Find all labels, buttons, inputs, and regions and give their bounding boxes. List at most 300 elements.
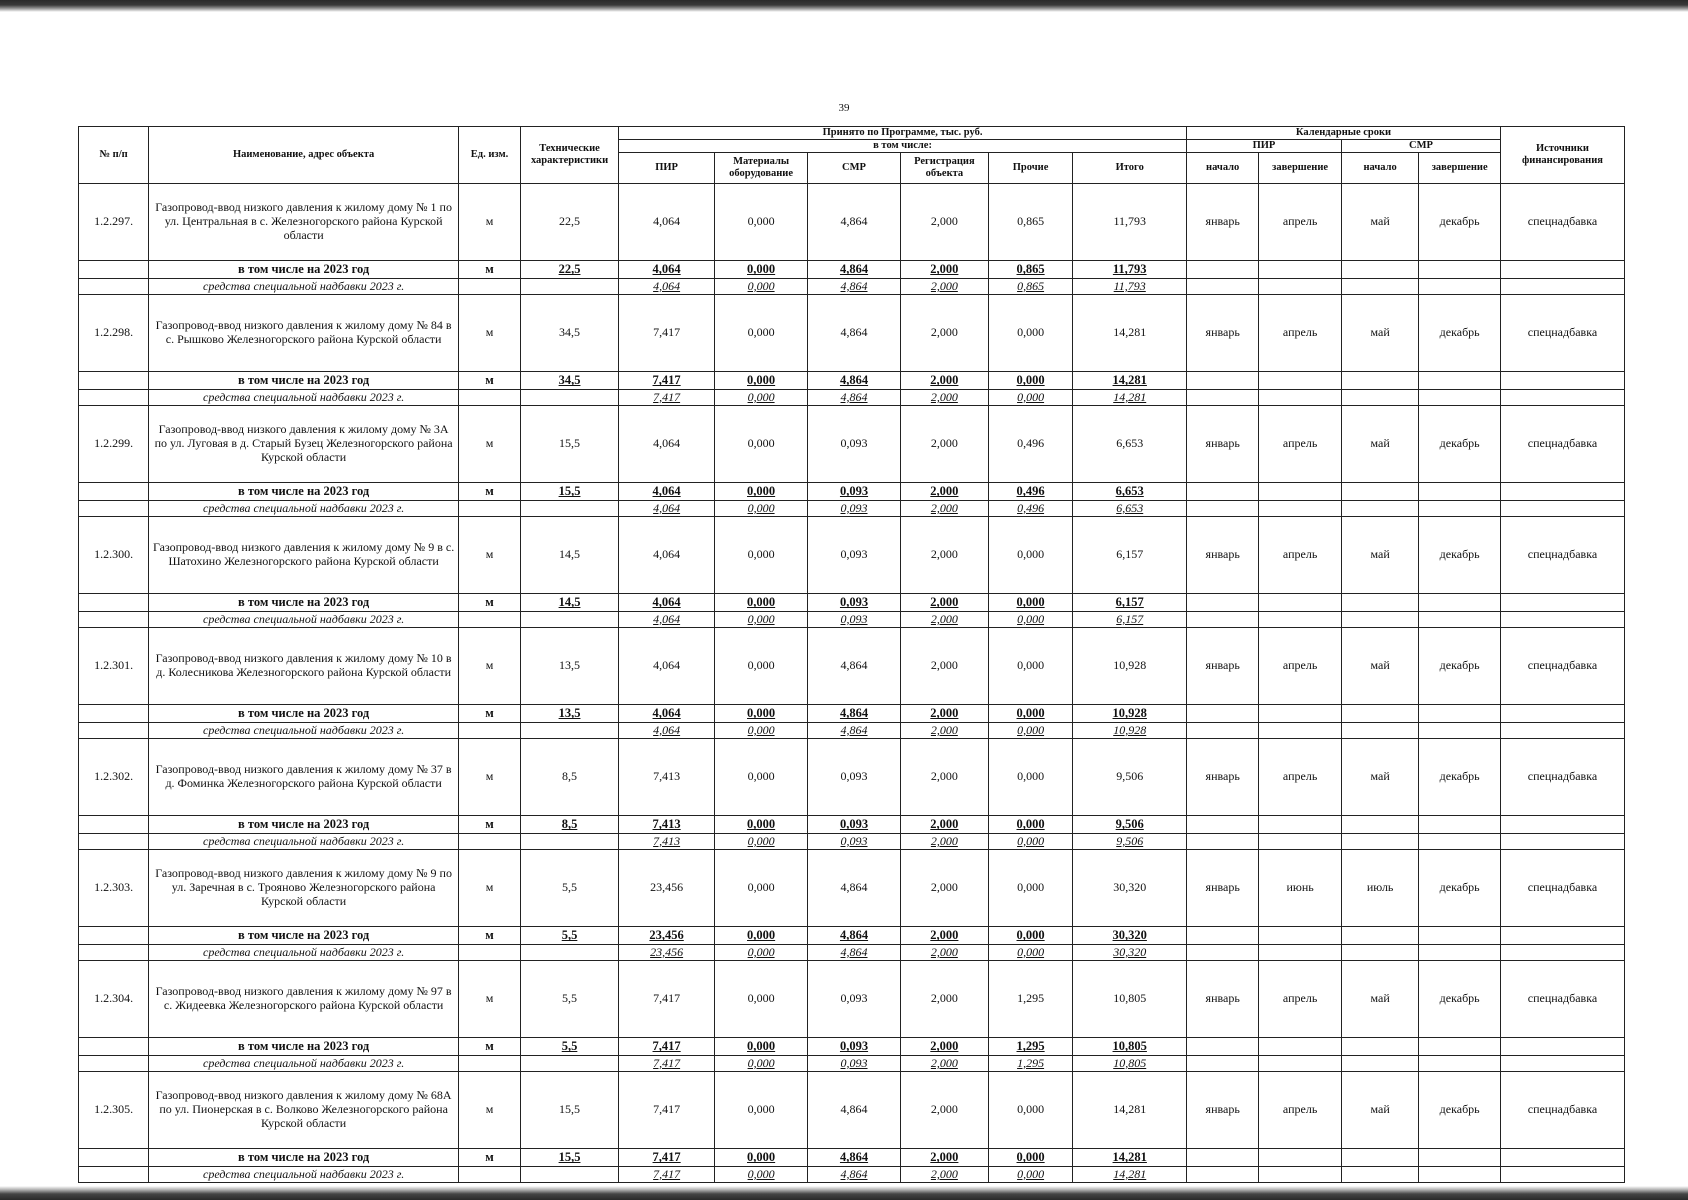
empty-cell <box>1341 705 1418 723</box>
empty-cell <box>459 612 521 628</box>
other-cell: 0,000 <box>988 850 1073 927</box>
pir-cell: 23,456 <box>619 927 715 945</box>
total-cell: 30,320 <box>1073 945 1187 961</box>
empty-cell <box>1259 612 1342 628</box>
materials-cell: 0,000 <box>715 705 808 723</box>
empty-cell <box>1187 945 1259 961</box>
empty-cell <box>79 594 149 612</box>
empty-cell <box>79 723 149 739</box>
pir-start-cell: январь <box>1187 1072 1259 1149</box>
registration-cell: 2,000 <box>900 739 988 816</box>
total-cell: 6,157 <box>1073 612 1187 628</box>
smr-finish-cell: декабрь <box>1419 739 1501 816</box>
total-cell: 10,928 <box>1073 723 1187 739</box>
empty-cell <box>79 1149 149 1167</box>
unit-cell: м <box>459 295 521 372</box>
table-row <box>79 295 1625 372</box>
empty-cell <box>520 279 618 295</box>
other-cell: 0,000 <box>988 517 1073 594</box>
empty-cell <box>79 705 149 723</box>
other-cell: 1,295 <box>988 1056 1073 1072</box>
header-name: Наименование, адрес объекта <box>149 127 459 184</box>
pir-cell: 23,456 <box>619 850 715 927</box>
materials-cell: 0,000 <box>715 594 808 612</box>
other-cell: 0,000 <box>988 945 1073 961</box>
empty-cell <box>1500 927 1624 945</box>
empty-cell <box>1419 501 1501 517</box>
table-row-year-subtotal <box>79 1149 1625 1167</box>
pir-cell: 4,064 <box>619 279 715 295</box>
table-body <box>79 184 1625 1183</box>
materials-cell: 0,000 <box>715 1149 808 1167</box>
tech-cell: 34,5 <box>520 295 618 372</box>
total-cell: 10,805 <box>1073 1056 1187 1072</box>
pir-finish-cell: апрель <box>1259 517 1342 594</box>
empty-cell <box>1341 612 1418 628</box>
materials-cell: 0,000 <box>715 184 808 261</box>
pir-cell: 4,064 <box>619 483 715 501</box>
subtotal-label: в том числе на 2023 год <box>149 372 459 390</box>
table-row-funding <box>79 279 1625 295</box>
tech-cell: 15,5 <box>520 483 618 501</box>
empty-cell <box>1341 279 1418 295</box>
empty-cell <box>1500 834 1624 850</box>
smr-start-cell: май <box>1341 628 1418 705</box>
pir-cell: 4,064 <box>619 184 715 261</box>
pir-cell: 7,417 <box>619 961 715 1038</box>
funding-label: средства специальной надбавки 2023 г. <box>149 612 459 628</box>
empty-cell <box>1500 483 1624 501</box>
empty-cell <box>1259 1038 1342 1056</box>
object-name: Газопровод-ввод низкого давления к жилому дому № 37 в д. Фоминка Железногорского района Курской области <box>149 739 459 816</box>
smr-cell: 0,093 <box>808 594 901 612</box>
empty-cell <box>1341 1038 1418 1056</box>
tech-cell: 5,5 <box>520 927 618 945</box>
smr-cell: 0,093 <box>808 483 901 501</box>
unit-cell: м <box>459 261 521 279</box>
smr-start-cell: май <box>1341 1072 1418 1149</box>
empty-cell <box>1341 594 1418 612</box>
header-registration: Регистрация объекта <box>900 153 988 184</box>
total-cell: 9,506 <box>1073 834 1187 850</box>
other-cell: 0,000 <box>988 628 1073 705</box>
other-cell: 0,000 <box>988 594 1073 612</box>
other-cell: 0,000 <box>988 372 1073 390</box>
pir-start-cell: январь <box>1187 628 1259 705</box>
materials-cell: 0,000 <box>715 927 808 945</box>
empty-cell <box>1500 1149 1624 1167</box>
table-row <box>79 184 1625 261</box>
header-materials: Материалы оборудование <box>715 153 808 184</box>
registration-cell: 2,000 <box>900 501 988 517</box>
materials-cell: 0,000 <box>715 612 808 628</box>
materials-cell: 0,000 <box>715 628 808 705</box>
tech-cell: 5,5 <box>520 1038 618 1056</box>
empty-cell <box>1187 501 1259 517</box>
unit-cell: м <box>459 1072 521 1149</box>
registration-cell: 2,000 <box>900 517 988 594</box>
empty-cell <box>1419 705 1501 723</box>
empty-cell <box>1500 1056 1624 1072</box>
header-tech: Технические характеристики <box>520 127 618 184</box>
empty-cell <box>1187 927 1259 945</box>
empty-cell <box>1419 1038 1501 1056</box>
smr-cell: 4,864 <box>808 1167 901 1183</box>
object-name: Газопровод-ввод низкого давления к жилому дому № 84 в с. Рышково Железногорского района Курской области <box>149 295 459 372</box>
header-other: Прочие <box>988 153 1073 184</box>
header-smr-finish: завершение <box>1419 153 1501 184</box>
smr-cell: 0,093 <box>808 1056 901 1072</box>
registration-cell: 2,000 <box>900 1149 988 1167</box>
empty-cell <box>79 261 149 279</box>
tech-cell: 13,5 <box>520 628 618 705</box>
empty-cell <box>1419 834 1501 850</box>
empty-cell <box>1419 483 1501 501</box>
empty-cell <box>1187 1056 1259 1072</box>
materials-cell: 0,000 <box>715 261 808 279</box>
smr-cell: 0,093 <box>808 834 901 850</box>
materials-cell: 0,000 <box>715 723 808 739</box>
empty-cell <box>1187 372 1259 390</box>
other-cell: 0,496 <box>988 501 1073 517</box>
smr-finish-cell: декабрь <box>1419 406 1501 483</box>
empty-cell <box>1500 501 1624 517</box>
registration-cell: 2,000 <box>900 295 988 372</box>
unit-cell: м <box>459 406 521 483</box>
row-number: 1.2.304. <box>79 961 149 1038</box>
unit-cell: м <box>459 961 521 1038</box>
tech-cell: 8,5 <box>520 816 618 834</box>
row-number: 1.2.300. <box>79 517 149 594</box>
pir-cell: 7,417 <box>619 1167 715 1183</box>
empty-cell <box>1500 612 1624 628</box>
empty-cell <box>1259 483 1342 501</box>
tech-cell: 34,5 <box>520 372 618 390</box>
pir-cell: 4,064 <box>619 406 715 483</box>
smr-start-cell: май <box>1341 739 1418 816</box>
registration-cell: 2,000 <box>900 1056 988 1072</box>
empty-cell <box>1500 1167 1624 1183</box>
smr-start-cell: июль <box>1341 850 1418 927</box>
tech-cell: 8,5 <box>520 739 618 816</box>
registration-cell: 2,000 <box>900 723 988 739</box>
unit-cell: м <box>459 705 521 723</box>
object-name: Газопровод-ввод низкого давления к жилому дому № 1 по ул. Центральная в с. Железногорского района Курской области <box>149 184 459 261</box>
registration-cell: 2,000 <box>900 184 988 261</box>
empty-cell <box>1187 390 1259 406</box>
smr-start-cell: май <box>1341 406 1418 483</box>
materials-cell: 0,000 <box>715 483 808 501</box>
empty-cell <box>1187 705 1259 723</box>
table-row <box>79 406 1625 483</box>
total-cell: 14,281 <box>1073 1167 1187 1183</box>
materials-cell: 0,000 <box>715 850 808 927</box>
smr-cell: 4,864 <box>808 279 901 295</box>
empty-cell <box>79 501 149 517</box>
funding-label: средства специальной надбавки 2023 г. <box>149 945 459 961</box>
pir-cell: 4,064 <box>619 501 715 517</box>
table-header <box>79 127 1625 184</box>
total-cell: 6,653 <box>1073 406 1187 483</box>
pir-finish-cell: апрель <box>1259 1072 1342 1149</box>
source-cell: спецнадбавка <box>1500 850 1624 927</box>
registration-cell: 2,000 <box>900 279 988 295</box>
empty-cell <box>520 1056 618 1072</box>
empty-cell <box>1419 927 1501 945</box>
materials-cell: 0,000 <box>715 390 808 406</box>
other-cell: 0,865 <box>988 184 1073 261</box>
total-cell: 9,506 <box>1073 739 1187 816</box>
table-row-year-subtotal <box>79 705 1625 723</box>
empty-cell <box>520 501 618 517</box>
other-cell: 0,000 <box>988 816 1073 834</box>
smr-cell: 4,864 <box>808 927 901 945</box>
empty-cell <box>1341 816 1418 834</box>
empty-cell <box>1500 945 1624 961</box>
pir-cell: 7,417 <box>619 295 715 372</box>
source-cell: спецнадбавка <box>1500 628 1624 705</box>
registration-cell: 2,000 <box>900 372 988 390</box>
empty-cell <box>520 723 618 739</box>
empty-cell <box>520 1167 618 1183</box>
header-sources: Источники финансирования <box>1500 127 1624 184</box>
empty-cell <box>520 390 618 406</box>
pir-cell: 7,417 <box>619 390 715 406</box>
total-cell: 6,653 <box>1073 501 1187 517</box>
empty-cell <box>1341 723 1418 739</box>
smr-start-cell: май <box>1341 295 1418 372</box>
object-name: Газопровод-ввод низкого давления к жилому дому № 10 в д. Колесникова Железногорского района Курской области <box>149 628 459 705</box>
smr-cell: 4,864 <box>808 372 901 390</box>
empty-cell <box>1259 705 1342 723</box>
pir-cell: 23,456 <box>619 945 715 961</box>
object-name: Газопровод-ввод низкого давления к жилому дому № 3А по ул. Луговая в д. Старый Бузец Железногорского района Курской области <box>149 406 459 483</box>
tech-cell: 14,5 <box>520 517 618 594</box>
empty-cell <box>1419 1167 1501 1183</box>
registration-cell: 2,000 <box>900 483 988 501</box>
unit-cell: м <box>459 1038 521 1056</box>
other-cell: 1,295 <box>988 1038 1073 1056</box>
empty-cell <box>79 816 149 834</box>
empty-cell <box>1259 261 1342 279</box>
tech-cell: 15,5 <box>520 1072 618 1149</box>
smr-finish-cell: декабрь <box>1419 850 1501 927</box>
smr-cell: 0,093 <box>808 612 901 628</box>
empty-cell <box>1259 1149 1342 1167</box>
empty-cell <box>1419 945 1501 961</box>
source-cell: спецнадбавка <box>1500 184 1624 261</box>
empty-cell <box>1419 594 1501 612</box>
table-row-year-subtotal <box>79 927 1625 945</box>
total-cell: 11,793 <box>1073 279 1187 295</box>
total-cell: 10,805 <box>1073 1038 1187 1056</box>
subtotal-label: в том числе на 2023 год <box>149 816 459 834</box>
page-number: 39 <box>838 102 850 114</box>
unit-cell: м <box>459 517 521 594</box>
empty-cell <box>79 390 149 406</box>
other-cell: 0,000 <box>988 705 1073 723</box>
smr-cell: 0,093 <box>808 517 901 594</box>
pir-start-cell: январь <box>1187 517 1259 594</box>
subtotal-label: в том числе на 2023 год <box>149 483 459 501</box>
pir-cell: 7,413 <box>619 834 715 850</box>
object-name: Газопровод-ввод низкого давления к жилому дому № 9 в с. Шатохино Железногорского района Курской области <box>149 517 459 594</box>
table-row <box>79 1072 1625 1149</box>
total-cell: 14,281 <box>1073 295 1187 372</box>
materials-cell: 0,000 <box>715 945 808 961</box>
empty-cell <box>1187 279 1259 295</box>
unit-cell: м <box>459 927 521 945</box>
empty-cell <box>1259 372 1342 390</box>
other-cell: 0,000 <box>988 834 1073 850</box>
empty-cell <box>1500 723 1624 739</box>
unit-cell: м <box>459 372 521 390</box>
empty-cell <box>459 279 521 295</box>
empty-cell <box>79 945 149 961</box>
smr-cell: 0,093 <box>808 1038 901 1056</box>
total-cell: 11,793 <box>1073 184 1187 261</box>
subtotal-label: в том числе на 2023 год <box>149 705 459 723</box>
smr-cell: 4,864 <box>808 850 901 927</box>
empty-cell <box>459 945 521 961</box>
funding-label: средства специальной надбавки 2023 г. <box>149 279 459 295</box>
pir-cell: 4,064 <box>619 628 715 705</box>
object-name: Газопровод-ввод низкого давления к жилому дому № 68А по ул. Пионерская в с. Волково Железногорского района Курской области <box>149 1072 459 1149</box>
header-smr-start: начало <box>1341 153 1418 184</box>
subtotal-label: в том числе на 2023 год <box>149 594 459 612</box>
registration-cell: 2,000 <box>900 834 988 850</box>
smr-cell: 4,864 <box>808 1072 901 1149</box>
registration-cell: 2,000 <box>900 705 988 723</box>
materials-cell: 0,000 <box>715 1167 808 1183</box>
tech-cell: 5,5 <box>520 850 618 927</box>
row-number: 1.2.303. <box>79 850 149 927</box>
empty-cell <box>1419 279 1501 295</box>
empty-cell <box>1341 390 1418 406</box>
unit-cell: м <box>459 628 521 705</box>
empty-cell <box>1259 1056 1342 1072</box>
pir-finish-cell: апрель <box>1259 184 1342 261</box>
pir-start-cell: январь <box>1187 295 1259 372</box>
empty-cell <box>1341 261 1418 279</box>
empty-cell <box>1500 279 1624 295</box>
empty-cell <box>520 612 618 628</box>
materials-cell: 0,000 <box>715 295 808 372</box>
empty-cell <box>1259 390 1342 406</box>
other-cell: 0,496 <box>988 483 1073 501</box>
other-cell: 1,295 <box>988 961 1073 1038</box>
smr-cell: 0,093 <box>808 406 901 483</box>
tech-cell: 5,5 <box>520 961 618 1038</box>
tech-cell: 13,5 <box>520 705 618 723</box>
total-cell: 6,653 <box>1073 483 1187 501</box>
funding-label: средства специальной надбавки 2023 г. <box>149 723 459 739</box>
table-row-funding <box>79 1056 1625 1072</box>
object-name: Газопровод-ввод низкого давления к жилому дому № 9 по ул. Заречная в с. Трояново Железногорского района Курской области <box>149 850 459 927</box>
header-cal-pir: ПИР <box>1187 140 1342 153</box>
smr-cell: 0,093 <box>808 816 901 834</box>
header-accepted: Принято по Программе, тыс. руб. <box>619 127 1187 140</box>
empty-cell <box>79 279 149 295</box>
other-cell: 0,496 <box>988 406 1073 483</box>
materials-cell: 0,000 <box>715 739 808 816</box>
table-row-funding <box>79 945 1625 961</box>
empty-cell <box>1500 261 1624 279</box>
funding-label: средства специальной надбавки 2023 г. <box>149 390 459 406</box>
registration-cell: 2,000 <box>900 1167 988 1183</box>
smr-cell: 0,093 <box>808 961 901 1038</box>
empty-cell <box>1341 945 1418 961</box>
empty-cell <box>459 834 521 850</box>
table-row-funding <box>79 501 1625 517</box>
registration-cell: 2,000 <box>900 927 988 945</box>
program-table <box>78 126 1625 1183</box>
materials-cell: 0,000 <box>715 517 808 594</box>
smr-cell: 4,864 <box>808 705 901 723</box>
total-cell: 30,320 <box>1073 850 1187 927</box>
pir-cell: 4,064 <box>619 517 715 594</box>
other-cell: 0,000 <box>988 1072 1073 1149</box>
registration-cell: 2,000 <box>900 594 988 612</box>
header-calendar: Календарные сроки <box>1187 127 1501 140</box>
empty-cell <box>1500 390 1624 406</box>
other-cell: 0,000 <box>988 295 1073 372</box>
other-cell: 0,000 <box>988 1167 1073 1183</box>
empty-cell <box>1419 723 1501 739</box>
materials-cell: 0,000 <box>715 1038 808 1056</box>
empty-cell <box>1419 612 1501 628</box>
empty-cell <box>459 390 521 406</box>
empty-cell <box>1341 483 1418 501</box>
table-row-year-subtotal <box>79 594 1625 612</box>
pir-cell: 7,417 <box>619 1072 715 1149</box>
table-row <box>79 628 1625 705</box>
empty-cell <box>1187 1149 1259 1167</box>
smr-cell: 4,864 <box>808 1149 901 1167</box>
unit-cell: м <box>459 1149 521 1167</box>
other-cell: 0,000 <box>988 927 1073 945</box>
empty-cell <box>520 945 618 961</box>
table-row-funding <box>79 723 1625 739</box>
pir-start-cell: январь <box>1187 961 1259 1038</box>
pir-cell: 4,064 <box>619 594 715 612</box>
row-number: 1.2.305. <box>79 1072 149 1149</box>
row-number: 1.2.301. <box>79 628 149 705</box>
header-pir: ПИР <box>619 153 715 184</box>
total-cell: 6,157 <box>1073 517 1187 594</box>
smr-finish-cell: декабрь <box>1419 961 1501 1038</box>
smr-cell: 4,864 <box>808 628 901 705</box>
smr-finish-cell: декабрь <box>1419 295 1501 372</box>
empty-cell <box>459 501 521 517</box>
registration-cell: 2,000 <box>900 612 988 628</box>
pir-cell: 7,417 <box>619 1038 715 1056</box>
header-smr: СМР <box>808 153 901 184</box>
row-number: 1.2.297. <box>79 184 149 261</box>
total-cell: 9,506 <box>1073 816 1187 834</box>
other-cell: 0,000 <box>988 612 1073 628</box>
unit-cell: м <box>459 850 521 927</box>
row-number: 1.2.302. <box>79 739 149 816</box>
table-row-funding <box>79 834 1625 850</box>
registration-cell: 2,000 <box>900 390 988 406</box>
empty-cell <box>1419 816 1501 834</box>
header-pir-finish: завершение <box>1259 153 1342 184</box>
smr-finish-cell: декабрь <box>1419 1072 1501 1149</box>
materials-cell: 0,000 <box>715 1056 808 1072</box>
empty-cell <box>1187 261 1259 279</box>
other-cell: 0,865 <box>988 261 1073 279</box>
